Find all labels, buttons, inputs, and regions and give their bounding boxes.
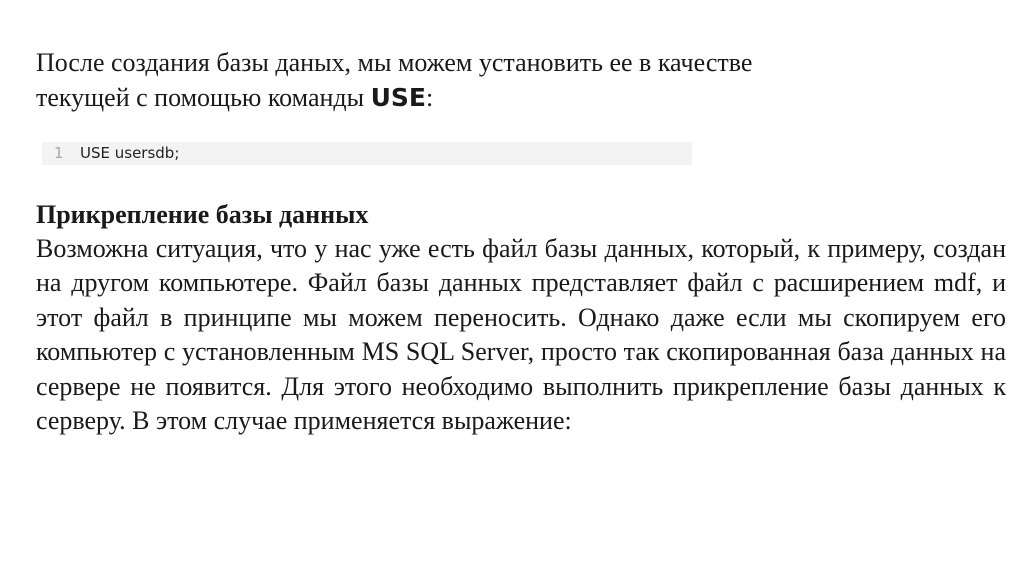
code-line-text: USE usersdb; xyxy=(80,144,180,162)
section-heading: Прикрепление базы данных xyxy=(36,200,369,229)
intro-line-2-suffix: : xyxy=(426,83,434,112)
code-line-number: 1 xyxy=(54,144,64,162)
use-keyword: USE xyxy=(370,83,426,112)
intro-paragraph xyxy=(36,45,896,115)
intro-line-2-prefix: текущей с помощью команды xyxy=(36,83,371,112)
intro-line-2 xyxy=(36,80,896,115)
attach-database-section xyxy=(36,198,1006,438)
section-body-text: Возможна ситуация, что у нас уже есть файл базы данных, который, к примеру, создан на другом компьютере. Файл базы данных представляет файл с расширением mdf, и этот файл в принципе мы можем переносить. Однако даже если мы скопируем его компьютер с установленным MS SQL Server, просто так скопированная база данных на сервере не появится. Для этого необходимо выполнить прикрепление базы данных к серверу. В этом случае применяется выражение: xyxy=(36,234,1006,436)
intro-line-1: После создания базы даных, мы можем установить ее в качестве xyxy=(36,48,753,77)
code-block xyxy=(42,142,692,165)
